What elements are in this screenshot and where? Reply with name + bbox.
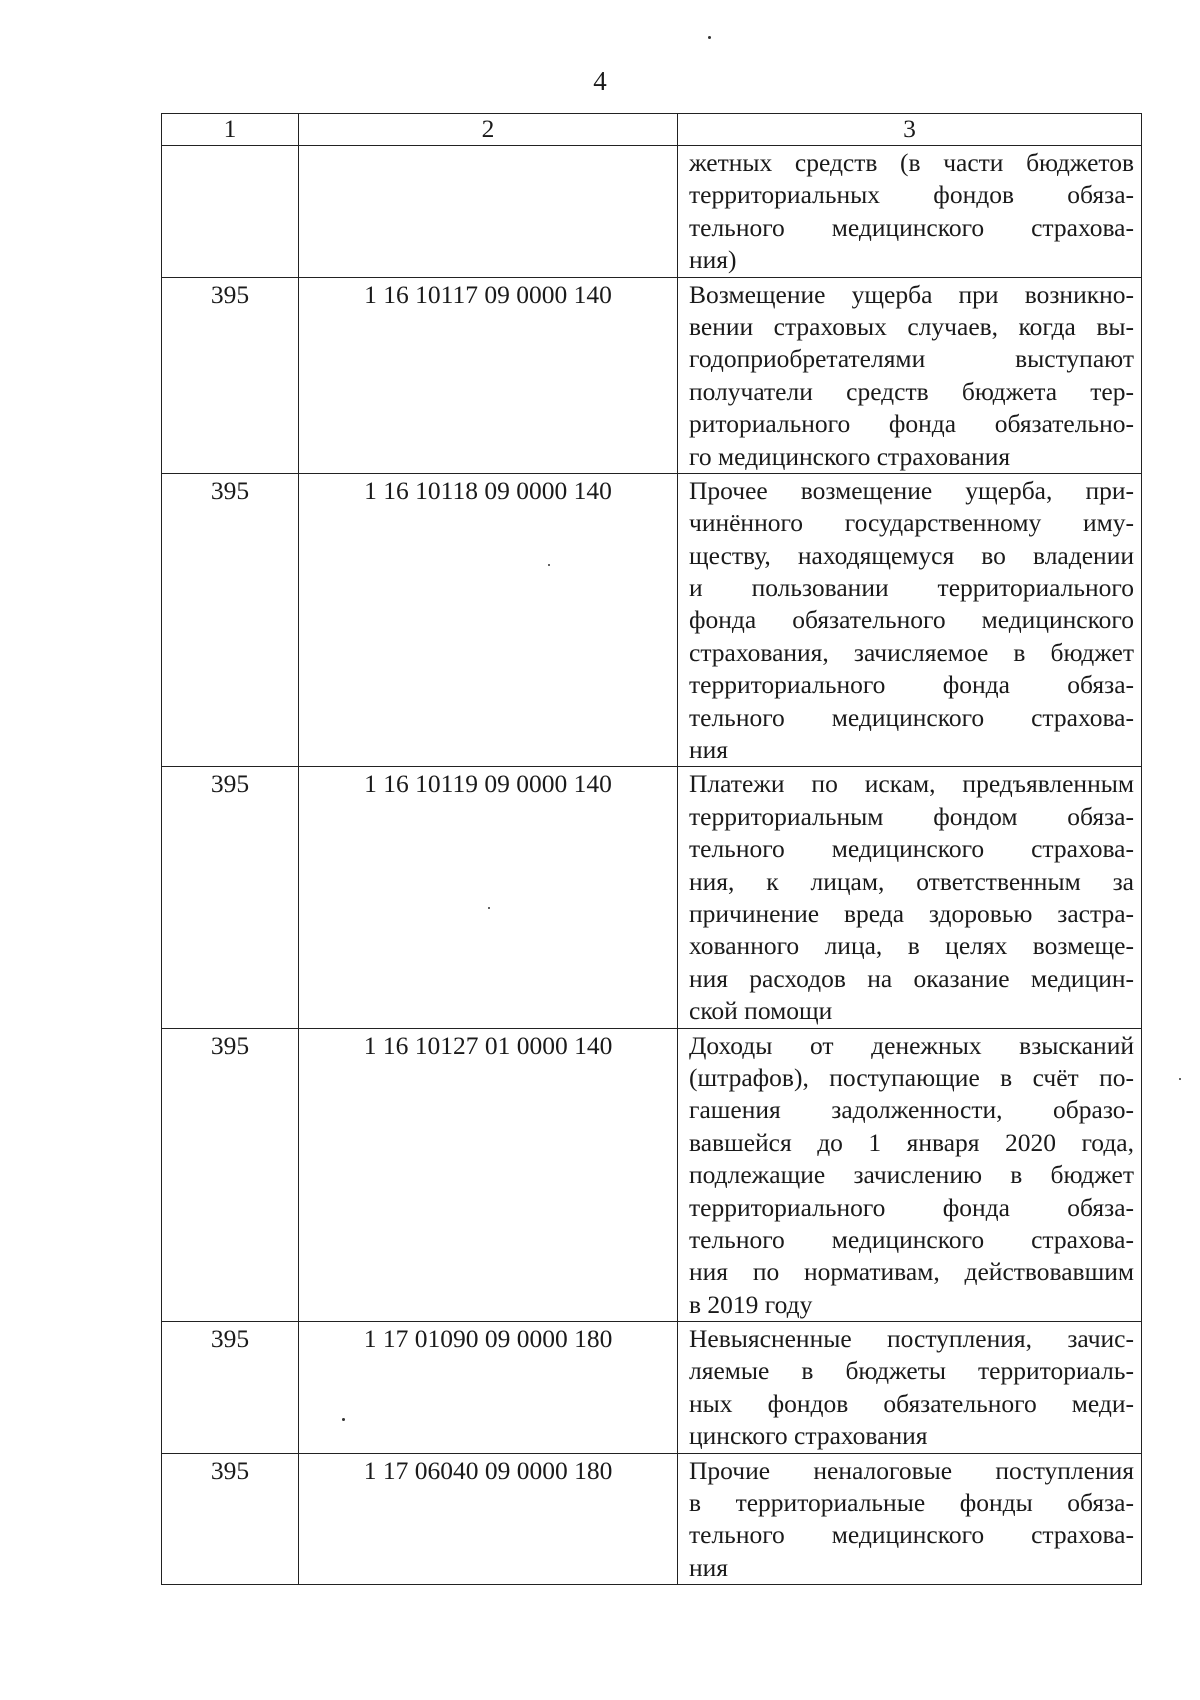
description-line: получатели средств бюджета тер- — [689, 376, 1134, 406]
description-line: гашения задолженности, образо- — [689, 1095, 1134, 1125]
description-line: (штрафов), поступающие в счёт по- — [689, 1062, 1134, 1092]
description-text — [678, 278, 1141, 473]
admin-code-text: 395 — [210, 769, 250, 799]
admin-code-text: 395 — [210, 279, 250, 309]
table-row — [162, 473, 1142, 767]
description-line: жетных средств (в части бюджетов — [689, 148, 1134, 177]
description-text — [678, 1454, 1141, 1585]
cell-description — [678, 1453, 1142, 1585]
description-line: ния) — [689, 245, 737, 275]
admin-code-text: 395 — [210, 1455, 250, 1485]
scan-speck — [488, 907, 490, 909]
income-code-text: 1 16 10117 09 0000 140 — [364, 279, 612, 309]
cell-income-code — [299, 1028, 678, 1322]
scan-speck — [708, 36, 711, 39]
cell-code-admin — [162, 1322, 299, 1454]
description-line: Прочее возмещение ущерба, при- — [689, 475, 1134, 505]
page-number: 4 — [593, 66, 607, 96]
scan-speck — [342, 1418, 345, 1421]
description-line: ния — [689, 1552, 729, 1582]
description-line: Невыясненные поступления, зачис- — [689, 1324, 1134, 1354]
description-line: ляемые в бюджеты территориаль- — [689, 1356, 1134, 1386]
description-line: территориального фонда обяза- — [689, 1192, 1134, 1222]
scan-speck — [1179, 1078, 1181, 1080]
table-row — [162, 1322, 1142, 1454]
description-line: причинение вреда здоровью застра- — [689, 898, 1134, 928]
description-line: годоприобретателями выступают — [689, 344, 1134, 374]
admin-code-text: 395 — [210, 1324, 250, 1354]
description-line: вавшейся до 1 января 2020 года, — [689, 1127, 1134, 1157]
cell-description — [678, 473, 1142, 767]
description-line: хованного лица, в целях возмеще- — [689, 931, 1134, 961]
income-code-text: 1 17 01090 09 0000 180 — [363, 1324, 613, 1354]
cell-income-code — [299, 277, 678, 473]
column-header-3: 3 — [678, 114, 1142, 146]
description-line: чинённого государственному иму- — [689, 508, 1134, 538]
description-line: и пользовании территориального — [689, 573, 1134, 603]
description-text — [678, 474, 1141, 767]
description-line: ния — [689, 735, 729, 765]
description-line: ской помощи — [689, 996, 833, 1026]
description-line: риториального фонда обязательно- — [689, 409, 1134, 439]
description-line: территориальных фондов обяза- — [689, 180, 1134, 210]
description-line: подлежащие зачислению в бюджет — [689, 1160, 1134, 1190]
cell-income-code — [299, 1322, 678, 1454]
cell-code-admin — [162, 1028, 299, 1322]
cell-description — [678, 277, 1142, 473]
description-line: ния расходов на оказание медицин- — [689, 963, 1134, 993]
description-line: го медицинского страхования — [689, 441, 1011, 471]
income-code-text: 1 16 10118 09 0000 140 — [364, 475, 612, 505]
column-header-2: 2 — [299, 114, 678, 146]
description-line: Возмещение ущерба при возникно- — [689, 279, 1134, 309]
table-row — [162, 146, 1142, 278]
description-line: Платежи по искам, предъявленным — [689, 769, 1134, 799]
cell-description — [678, 1322, 1142, 1454]
description-text — [678, 1322, 1141, 1453]
column-header-1: 1 — [162, 114, 299, 146]
description-line: тельного медицинского страхова- — [689, 212, 1134, 242]
cell-code-admin — [162, 277, 299, 473]
income-code-text: 1 16 10119 09 0000 140 — [364, 769, 612, 799]
description-line: тельного медицинского страхова- — [689, 1520, 1134, 1550]
admin-code-text: 395 — [210, 475, 250, 505]
cell-income-code — [299, 473, 678, 767]
cell-income-code — [299, 146, 678, 278]
cell-income-code — [299, 767, 678, 1028]
scan-speck — [548, 564, 550, 566]
description-text — [678, 767, 1141, 1027]
description-line: ния, к лицам, ответственным за — [689, 866, 1134, 896]
income-code-text — [299, 146, 677, 147]
admin-code-text — [162, 146, 298, 147]
income-code-text: 1 16 10127 01 0000 140 — [363, 1030, 613, 1060]
description-text — [678, 1029, 1141, 1322]
table-row — [162, 767, 1142, 1028]
description-line: Доходы от денежных взысканий — [689, 1030, 1134, 1060]
cell-description — [678, 146, 1142, 278]
cell-code-admin — [162, 767, 299, 1028]
description-line: ных фондов обязательного меди- — [689, 1388, 1134, 1418]
cell-code-admin — [162, 1453, 299, 1585]
table-header-row — [162, 114, 1142, 146]
description-line: в 2019 году — [689, 1289, 813, 1319]
cell-description — [678, 1028, 1142, 1322]
description-line: фонда обязательного медицинского — [689, 605, 1134, 635]
description-line: тельного медицинского страхова- — [689, 702, 1134, 732]
table-row — [162, 277, 1142, 473]
cell-income-code — [299, 1453, 678, 1585]
description-line: цинского страхования — [689, 1421, 928, 1451]
cell-description — [678, 767, 1142, 1028]
description-line: ния по нормативам, действовавшим — [689, 1257, 1134, 1287]
description-line: страхования, зачисляемое в бюджет — [689, 637, 1134, 667]
table-row — [162, 1453, 1142, 1585]
cell-code-admin — [162, 473, 299, 767]
description-line: вении страховых случаев, когда вы- — [689, 311, 1134, 341]
description-line: территориального фонда обяза- — [689, 670, 1134, 700]
table-row — [162, 1028, 1142, 1322]
description-line: в территориальные фонды обяза- — [689, 1488, 1134, 1518]
description-line: тельного медицинского страхова- — [689, 834, 1134, 864]
description-line: тельного медицинского страхова- — [689, 1224, 1134, 1254]
description-line: территориальным фондом обяза- — [689, 801, 1134, 831]
table-body — [162, 146, 1142, 1585]
description-line: ществу, находящемуся во владении — [689, 540, 1134, 570]
description-text — [678, 146, 1141, 277]
income-codes-table — [161, 113, 1142, 1585]
income-code-text: 1 17 06040 09 0000 180 — [363, 1455, 613, 1485]
admin-code-text: 395 — [210, 1030, 250, 1060]
description-line: Прочие неналоговые поступления — [689, 1455, 1134, 1485]
cell-code-admin — [162, 146, 299, 278]
